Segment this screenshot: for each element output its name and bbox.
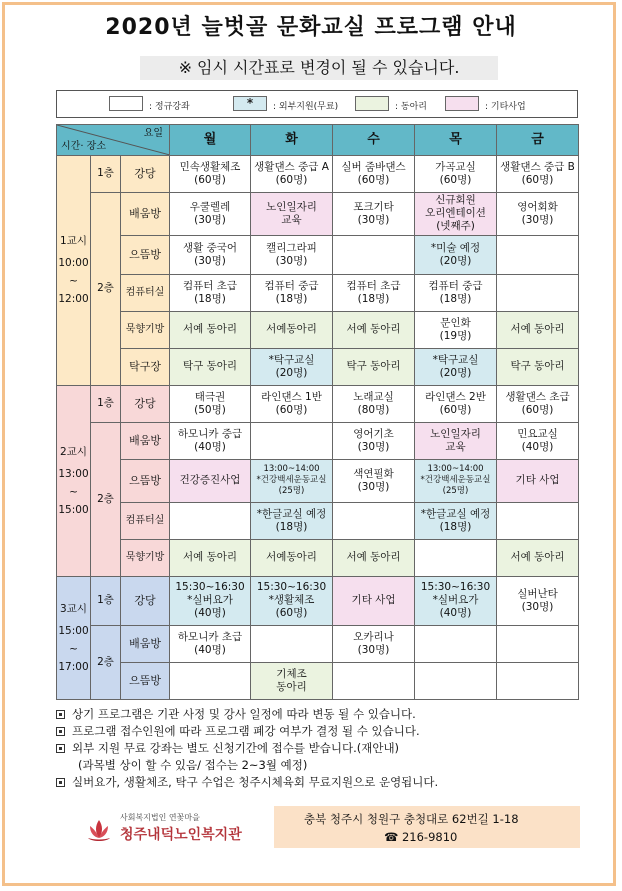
class-cell: 13:00~14:00 *건강백세운동교실 (25명): [415, 459, 497, 502]
period-time-start: 10:00: [58, 257, 89, 270]
period-cell: [57, 576, 91, 699]
period-tilde: ~: [69, 642, 78, 655]
period-label: 2교시: [60, 445, 87, 458]
class-cell: 13:00~14:00 *건강백세운동교실 (25명): [251, 459, 333, 502]
class-cell: 서예동아리: [251, 311, 333, 348]
class-cell: 우쿨렐레 (30명): [170, 192, 251, 235]
schedule-row: [57, 625, 579, 662]
room-cell: 으뜸방: [121, 662, 170, 699]
day-header-thu: 목: [415, 125, 497, 156]
period-label: 1교시: [60, 235, 87, 248]
class-cell: 색연필화 (30명): [333, 459, 415, 502]
room-cell: 탁구장: [121, 348, 170, 385]
class-cell: 라인댄스 1반 (60명): [251, 385, 333, 422]
lotus-icon: [84, 816, 114, 846]
class-cell: 포크기타 (30명): [333, 192, 415, 235]
class-cell: 오카리나 (30명): [333, 625, 415, 662]
room-cell: 배움방: [121, 625, 170, 662]
class-cell: 실버난타 (30명): [497, 576, 579, 625]
org-tagline: 사회복지법인 연꽃마을: [120, 813, 200, 822]
period-cell: [57, 385, 91, 576]
class-cell: 노래교실 (80명): [333, 385, 415, 422]
note-item: 프로그램 접수인원에 따라 프로그램 폐강 여부가 결정 될 수 있습니다.: [56, 723, 586, 740]
legend-swatch-club: [355, 96, 389, 111]
class-cell: 컴퓨터 초급 (18명): [333, 274, 415, 311]
day-header-fri: 금: [497, 125, 579, 156]
class-cell: *한글교실 예정 (18명): [251, 502, 333, 539]
class-cell: [251, 625, 333, 662]
floor-cell: 2층: [91, 625, 121, 699]
note-item: 외부 지원 무료 강좌는 별도 신청기간에 접수를 받습니다.(재안내): [56, 740, 586, 757]
schedule-row: [57, 385, 579, 422]
class-cell: 가곡교실 (60명): [415, 155, 497, 192]
legend-label-regular: : 정규강좌: [149, 102, 190, 112]
class-cell: *탁구교실 (20명): [251, 348, 333, 385]
note-item: 실버요가, 생활체조, 탁구 수업은 청주시체육회 무료지원으로 운영됩니다.: [56, 774, 586, 791]
class-cell: [497, 274, 579, 311]
class-cell: 컴퓨터 초급 (18명): [170, 274, 251, 311]
class-cell: 기체조 동아리: [251, 662, 333, 699]
schedule-row: [57, 348, 579, 385]
bullet-icon: [56, 727, 65, 736]
day-header-tue: 화: [251, 125, 333, 156]
class-cell: [497, 502, 579, 539]
class-cell: 하모니카 중급 (40명): [170, 422, 251, 459]
class-cell: 민속생활체조 (60명): [170, 155, 251, 192]
room-cell: 컴퓨터실: [121, 274, 170, 311]
address-box: [274, 806, 580, 848]
schedule-row: [57, 576, 579, 625]
schedule-row: [57, 422, 579, 459]
corner-header: [57, 125, 170, 156]
class-cell: 실버 줌바댄스 (60명): [333, 155, 415, 192]
class-cell: 생활댄스 초급 (60명): [497, 385, 579, 422]
class-cell: 하모니카 초급 (40명): [170, 625, 251, 662]
schedule-row: [57, 459, 579, 502]
period-time-end: 15:00: [58, 503, 89, 516]
class-cell: 서예 동아리: [333, 539, 415, 576]
legend-swatch-other: [445, 96, 479, 111]
class-cell: 생활댄스 중급 A (60명): [251, 155, 333, 192]
class-cell: [415, 539, 497, 576]
class-cell: [415, 662, 497, 699]
room-cell: 묵향기방: [121, 311, 170, 348]
schedule-row: [57, 311, 579, 348]
day-header-mon: 월: [170, 125, 251, 156]
class-cell: 컴퓨터 중급 (18명): [415, 274, 497, 311]
class-cell: [170, 662, 251, 699]
class-cell: [170, 502, 251, 539]
phone-text: ☎ 216-9810: [384, 830, 458, 844]
class-cell: 생활 중국어 (30명): [170, 235, 251, 274]
class-cell: *한글교실 예정 (18명): [415, 502, 497, 539]
floor-cell: 2층: [91, 422, 121, 576]
period-time-start: 13:00: [58, 467, 89, 480]
period-time-end: 17:00: [58, 660, 89, 673]
schedule-row: [57, 155, 579, 192]
header-row: [57, 125, 579, 156]
class-cell: 탁구 동아리: [333, 348, 415, 385]
address-text: 충북 청주시 청원구 충청대로 62번길 1-18: [304, 812, 519, 826]
schedule-row: [57, 662, 579, 699]
class-cell: 탁구 동아리: [497, 348, 579, 385]
note-item-sub: (과목별 상이 할 수 있음/ 접수는 2~3월 예정): [78, 758, 308, 772]
legend-swatch-support: *: [233, 96, 267, 111]
schedule-row: [57, 274, 579, 311]
notes: [56, 706, 586, 791]
room-cell: 으뜸방: [121, 235, 170, 274]
corner-time-place-label: 시간· 장소: [61, 140, 106, 152]
class-cell: 서예동아리: [251, 539, 333, 576]
room-cell: 으뜸방: [121, 459, 170, 502]
room-cell: 강당: [121, 385, 170, 422]
legend-swatch-regular: [109, 96, 143, 111]
floor-cell: 2층: [91, 192, 121, 385]
class-cell: 서예 동아리: [170, 311, 251, 348]
class-cell: 태극권 (50명): [170, 385, 251, 422]
class-cell: 서예 동아리: [333, 311, 415, 348]
legend-label-club: : 동아리: [395, 102, 427, 112]
class-cell: [333, 502, 415, 539]
room-cell: 배움방: [121, 422, 170, 459]
class-cell: 영어기초 (30명): [333, 422, 415, 459]
period-time-end: 12:00: [58, 293, 89, 306]
room-cell: 컴퓨터실: [121, 502, 170, 539]
room-cell: 강당: [121, 576, 170, 625]
class-cell: 기타 사업: [333, 576, 415, 625]
class-cell: 생활댄스 중급 B (60명): [497, 155, 579, 192]
class-cell: [415, 625, 497, 662]
class-cell: 서예 동아리: [497, 539, 579, 576]
floor-cell: 1층: [91, 155, 121, 192]
class-cell: 캘리그라피 (30명): [251, 235, 333, 274]
class-cell: [497, 235, 579, 274]
class-cell: 노인일자리 교육: [251, 192, 333, 235]
class-cell: 건강증진사업: [170, 459, 251, 502]
class-cell: 15:30~16:30 *실버요가 (40명): [170, 576, 251, 625]
period-time-start: 15:00: [58, 624, 89, 637]
note-item: 상기 프로그램은 기관 사정 및 강사 일정에 따라 변동 될 수 있습니다.: [56, 706, 586, 723]
class-cell: 15:30~16:30 *생활체조 (60명): [251, 576, 333, 625]
period-tilde: ~: [69, 485, 78, 498]
period-tilde: ~: [69, 275, 78, 288]
class-cell: 민요교실 (40명): [497, 422, 579, 459]
schedule-row: [57, 539, 579, 576]
legend-label-other: : 기타사업: [485, 102, 526, 112]
class-cell: [251, 422, 333, 459]
legend: [56, 90, 578, 118]
bullet-icon: [56, 710, 65, 719]
schedule-row: [57, 502, 579, 539]
class-cell: [333, 662, 415, 699]
day-header-wed: 수: [333, 125, 415, 156]
class-cell: 컴퓨터 중급 (18명): [251, 274, 333, 311]
period-label: 3교시: [60, 602, 87, 615]
class-cell: [497, 625, 579, 662]
class-cell: 기타 사업: [497, 459, 579, 502]
legend-label-support: : 외부지원(무료): [273, 102, 339, 112]
corner-day-label: 요일: [143, 128, 164, 139]
schedule-table: [56, 124, 579, 700]
class-cell: *미술 예정 (20명): [415, 235, 497, 274]
period-cell: [57, 155, 91, 385]
class-cell: 문인화 (19명): [415, 311, 497, 348]
org-name: 청주내덕노인복지관: [120, 827, 242, 843]
floor-cell: 1층: [91, 385, 121, 422]
notice-subtitle: ※ 임시 시간표로 변경이 될 수 있습니다.: [140, 56, 498, 80]
class-cell: 서예 동아리: [497, 311, 579, 348]
bullet-icon: [56, 778, 65, 787]
page-title: 2020년 늘벗골 문화교실 프로그램 안내: [105, 15, 517, 40]
class-cell: *탁구교실 (20명): [415, 348, 497, 385]
class-cell: 15:30~16:30 *실버요가 (40명): [415, 576, 497, 625]
class-cell: [497, 662, 579, 699]
class-cell: 신규회원 오리엔테이션 (넷째주): [415, 192, 497, 235]
org-logo: [84, 812, 284, 852]
class-cell: 탁구 동아리: [170, 348, 251, 385]
class-cell: [333, 235, 415, 274]
room-cell: 배움방: [121, 192, 170, 235]
class-cell: 라인댄스 2반 (60명): [415, 385, 497, 422]
room-cell: 강당: [121, 155, 170, 192]
class-cell: 영어회화 (30명): [497, 192, 579, 235]
bullet-icon: [56, 744, 65, 753]
floor-cell: 1층: [91, 576, 121, 625]
class-cell: 서예 동아리: [170, 539, 251, 576]
class-cell: 노인일자리 교육: [415, 422, 497, 459]
schedule-row: [57, 192, 579, 235]
schedule-row: [57, 235, 579, 274]
room-cell: 묵향기방: [121, 539, 170, 576]
